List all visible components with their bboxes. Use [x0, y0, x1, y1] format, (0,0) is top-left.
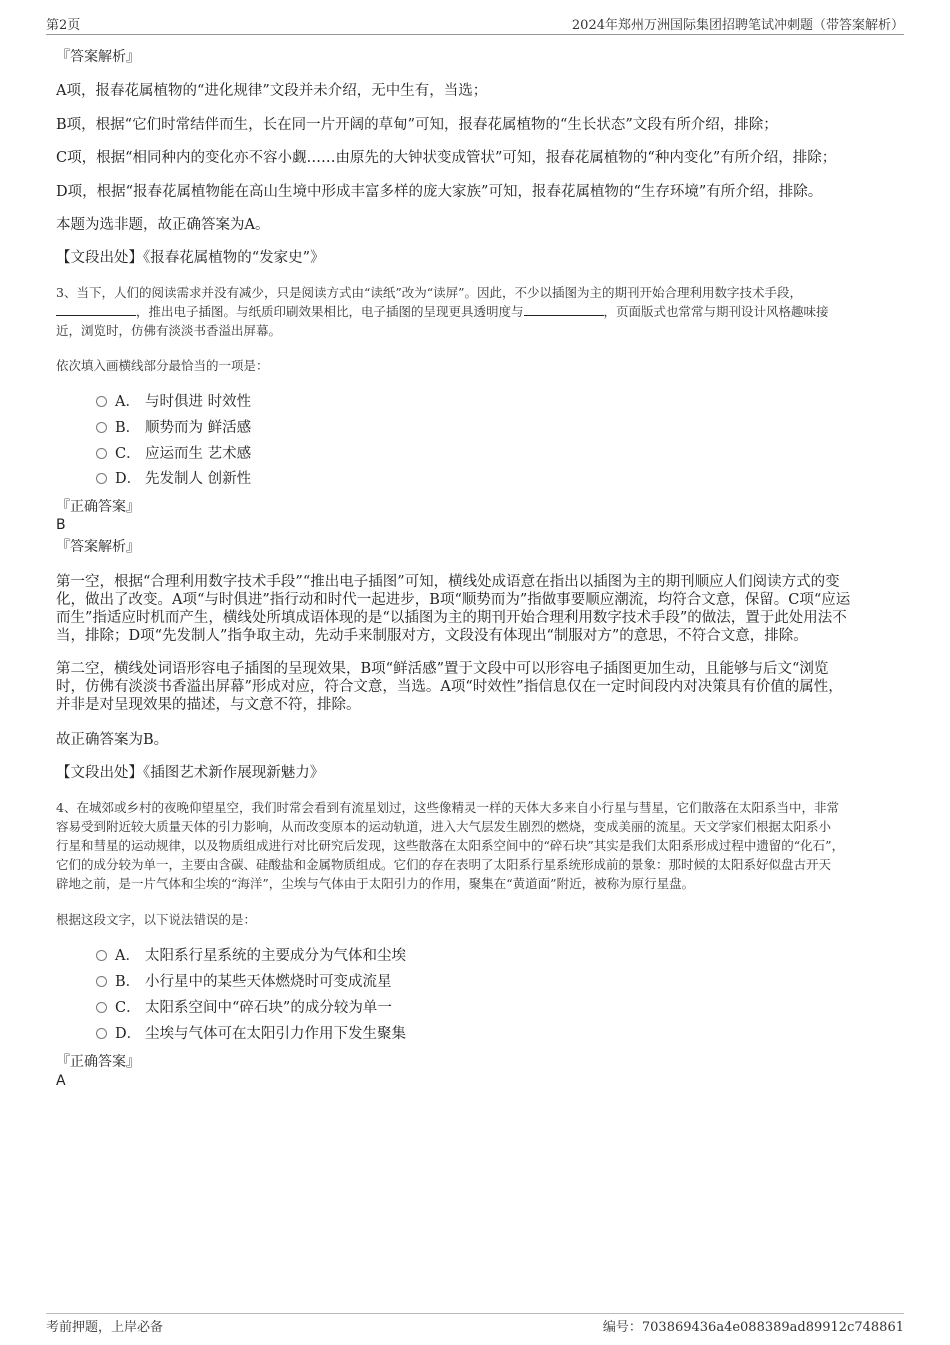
q4-stem-line4: 它们的成分较为单一，主要由含碳、硅酸盐和金属物质组成。它们的存在表明了太阳系行星系统形成前的景象：那时候的太阳系好似盘古开天 [56, 857, 832, 872]
q4-prompt: 根据这段文字，以下说法错误的是： [56, 912, 257, 927]
q4-stem-line5: 辟地之前，是一片气体和尘埃的“海洋”，尘埃与气体由于太阳引力的作用，聚集在“黄道面”附近，被称为原行星盘。 [56, 876, 695, 891]
q3-analysis-p2-line1: 第二空，横线处词语形容电子插图的呈现效果，B项“鲜活感”置于文段中可以形容电子插图更加生动，且能够与后文“浏览 [56, 661, 829, 677]
q3-option-c[interactable]: C． 应运而生 艺术感 [96, 444, 251, 464]
q3-option-b[interactable]: B． 顺势而为 鲜活感 [96, 418, 251, 438]
q3-stem-line2: ，推出电子插图。与纸质印刷效果相比，电子插图的呈现更具透明度与 ，页面版式也常常与期刊设计风格趣味接 [56, 302, 896, 321]
q3-stem-line1: 3、当下，人们的阅读需求并没有减少，只是阅读方式由“读纸”改为“读屏”。因此，不少以插图为主的期刊开始合理利用数字技术手段， [56, 285, 803, 300]
radio-icon[interactable] [96, 473, 107, 484]
q3-option-d[interactable]: D． 先发制人 创新性 [96, 469, 251, 489]
q3-analysis-heading: 『答案解析』 [56, 539, 140, 555]
q2-conclusion: 本题为选非题，故正确答案为A。 [56, 217, 270, 233]
q3-conclusion: 故正确答案为B。 [56, 732, 169, 748]
q3-option-a[interactable]: A． 与时俱进 时效性 [96, 392, 251, 412]
q2-source: 【文段出处】《报春花属植物的“发家史”》 [56, 250, 325, 266]
q3-analysis-p2-line2: 时，仿佛有淡淡书香溢出屏幕”形成对应，符合文意，当选。A项“时效性”指信息仅在一定时间段内对决策具有价值的属性， [56, 679, 843, 695]
q4-option-b[interactable]: B． 小行星中的某些天体燃烧时可变成流星 [96, 972, 392, 992]
q4-option-a[interactable]: A． 太阳系行星系统的主要成分为气体和尘埃 [96, 946, 406, 966]
q3-answer: B [56, 517, 66, 533]
q3-analysis-p1-line4: 当，排除；D项“先发制人”指争取主动，先动手来制服对方，文段没有体现出“制服对方”的意思，不符合文意，排除。 [56, 628, 808, 644]
q4-answer-heading: 『正确答案』 [56, 1054, 140, 1070]
q3-analysis-p1-line1: 第一空，根据“合理利用数字技术手段”“推出电子插图”可知，横线处成语意在指出以插图为主的期刊顺应人们阅读方式的变 [56, 574, 840, 590]
q3-analysis-p1-line3: 而生”指适应时机而产生，横线处所填成语体现的是“以插图为主的期刊开始合理利用数字技术手段”的做法，置于此处用法不 [56, 610, 847, 626]
radio-icon[interactable] [96, 1028, 107, 1039]
q3-answer-heading: 『正确答案』 [56, 499, 140, 515]
page-footer [46, 1313, 904, 1336]
q4-option-c[interactable]: C． 太阳系空间中“碎石块”的成分较为单一 [96, 998, 392, 1018]
q3-blank-1 [56, 303, 136, 316]
q3-source: 【文段出处】《插图艺术新作展现新魅力》 [56, 765, 325, 781]
q3-analysis-p2-line3: 并非是对呈现效果的描述，与文意不符，排除。 [56, 697, 361, 713]
q4-stem-line2: 容易受到附近较大质量天体的引力影响，从而改变原本的运动轨道，进入大气层发生剧烈的燃烧，变成美丽的流星。天文学家们根据太阳系小 [56, 819, 832, 834]
q3-stem-line3: 近，浏览时，仿佛有淡淡书香溢出屏幕。 [56, 323, 282, 338]
radio-icon[interactable] [96, 950, 107, 961]
q3-prompt: 依次填入画横线部分最恰当的一项是： [56, 358, 269, 373]
q2-analysis-a: A项，报春花属植物的“进化规律”文段并未介绍，无中生有，当选； [56, 83, 488, 99]
radio-icon[interactable] [96, 396, 107, 407]
q2-analysis-c: C项，根据“相同种内的变化亦不容小觑……由原先的大钟状变成管状”可知，报春花属植物的“种内变化”有所介绍，排除； [56, 150, 837, 166]
q4-option-d[interactable]: D． 尘埃与气体可在太阳引力作用下发生聚集 [96, 1024, 406, 1044]
q3-blank-2 [524, 303, 604, 316]
document-title: 2024年郑州万洲国际集团招聘笔试冲刺题（带答案解析） [571, 18, 904, 33]
footer-serial: 编号：703869436a4e088389ad89912c748861 [602, 1320, 904, 1335]
radio-icon[interactable] [96, 1002, 107, 1013]
radio-icon[interactable] [96, 422, 107, 433]
radio-icon[interactable] [96, 976, 107, 987]
page-header [46, 14, 904, 35]
footer-slogan: 考前押题，上岸必备 [46, 1320, 164, 1335]
q3-analysis-p1-line2: 化，做出了改变。A项“与时俱进”指行动和时代一起进步，B项“顺势而为”指做事要顺应潮流，均符合文意，保留。C项“应运 [56, 592, 851, 608]
q2-analysis-heading: 『答案解析』 [56, 49, 140, 65]
q4-stem-line1: 4、在城郊或乡村的夜晚仰望星空，我们时常会看到有流星划过，这些像精灵一样的天体大多来自小行星与彗星，它们散落在太阳系当中，非常 [56, 800, 839, 815]
q2-analysis-d: D项，根据“报春花属植物能在高山生境中形成丰富多样的庞大家族”可知，报春花属植物的“生存环境”有所介绍，排除。 [56, 184, 823, 200]
q2-analysis-b: B项，根据“它们时常结伴而生，长在同一片开阔的草甸”可知，报春花属植物的“生长状态”文段有所介绍，排除； [56, 117, 778, 133]
radio-icon[interactable] [96, 448, 107, 459]
page-number: 第2页 [46, 18, 81, 33]
q4-stem-line3: 行星和彗星的运动规律，以及物质组成进行对比研究后发现，这些散落在太阳系空间中的“碎石块”其实是我们太阳系形成过程中遗留的“化石”， [56, 838, 845, 853]
q4-answer: A [56, 1073, 66, 1089]
